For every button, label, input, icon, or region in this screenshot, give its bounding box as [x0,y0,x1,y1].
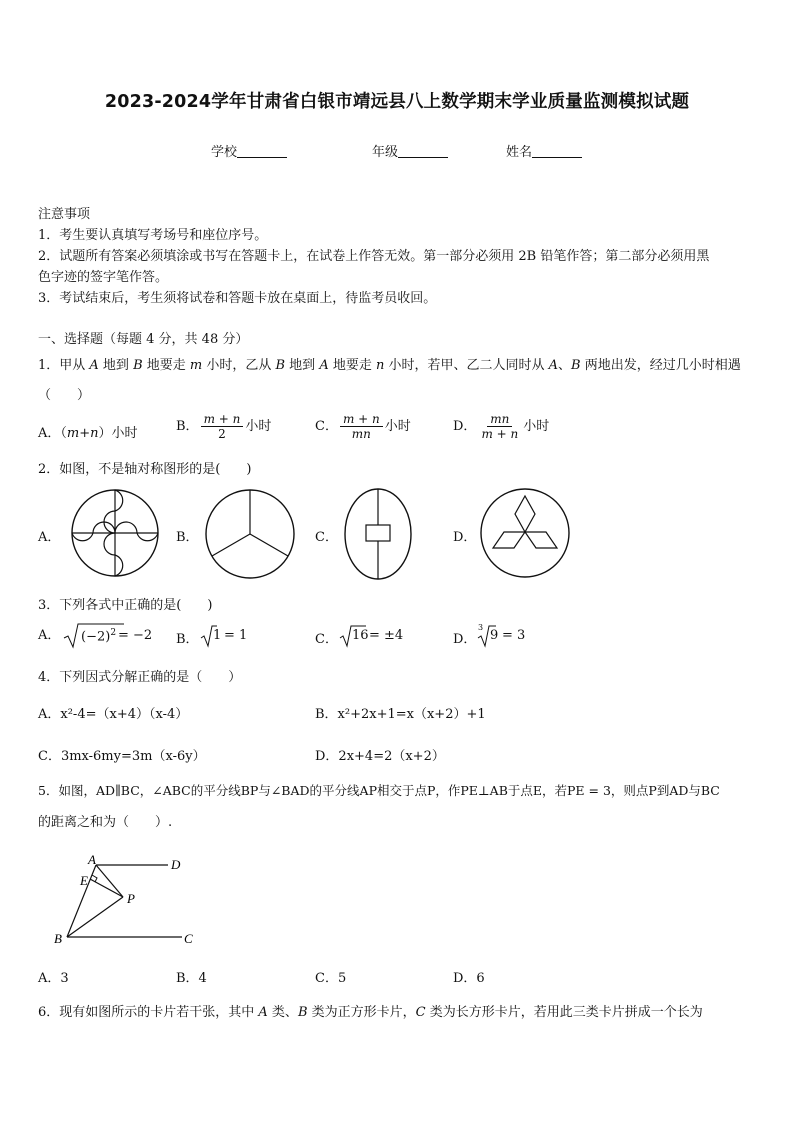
q4-option-c: C．3mx-6my=3m（x-6y） [38,749,206,764]
q4-option-a: A．x²-4=（x+4）（x-4） [38,707,189,722]
q4-option-b: B．x²+2x+1=x（x+2）+1 [315,707,486,722]
circle-rectangle-figure [344,488,412,580]
fraction: $\frac{m + n}{mn}$ [340,412,383,441]
point-a-label: A [88,852,96,867]
pinwheel-figure [70,488,160,578]
note-item: 1．考生要认真填写考场号和座位序号。 [38,228,268,243]
section-heading: 一、选择题（每题 4 分，共 48 分） [38,332,249,347]
q5-stem: 5．如图，AD∥BC，∠ABC的平分线BP与∠BAD的平分线AP相交于点P，作PE⊥AB于点E，若PE = 3，则点P到AD与BC [38,783,720,798]
name-field [506,141,582,160]
q4-option-d: D．2x+4=2（x+2） [315,749,445,764]
fraction: $\frac{mn}{m + n}$ [481,412,519,441]
q1-option-b: B． $\frac{m + n}{2}$ 小时 [176,412,272,441]
page-title: 2023-2024学年甘肃省白银市靖远县八上数学期末学业质量监测模拟试题 [104,92,690,112]
q3-option-a: A． $(-2)^2$ = −2 [38,624,60,650]
q2-label-b: B． [176,530,199,545]
fraction: $\frac{m + n}{2}$ [201,412,244,441]
name-blank [532,145,582,158]
q2-label-c: C． [315,530,338,545]
note-item: 2．试题所有答案必须填涂或书写在答题卡上，在试卷上作答无效。第一部分必须用 2B 铅笔作答；第二部分必须用黑 [38,249,710,264]
q2-stem: 2．如图，不是轴对称图形的是( ) [38,462,252,477]
q3-option-d: D． 3 9 = 3 [453,623,526,647]
q1-stem: 1．甲从 A 地到 B 地要走 m 小时，乙从 B 地到 A 地要走 n 小时，若甲、乙二人同时从 A、B 两地出发，经过几小时相遇 [38,358,741,373]
q1-paren: （ ） [38,388,91,403]
note-item: 3．考试结束后，考生须将试卷和答题卡放在桌面上，待监考员收回。 [38,291,437,306]
q1-option-a: A．（m+n）小时 [38,426,138,441]
q3-option-b: B． 1 = 1 [176,628,199,650]
q5-option-b: B．4 [176,971,207,986]
q6-stem: 6．现有如图所示的卡片若干张，其中 A 类、B 类为正方形卡片，C 类为长方形卡片，若用此三类卡片拼成一个长为 [38,1005,703,1020]
notes-heading: 注意事项 [38,207,91,222]
school-label: 学校 [211,145,238,160]
q5-option-c: C．5 [315,971,347,986]
q5-option-a: A．3 [38,971,69,986]
school-blank [237,145,287,158]
note-item: 色字迹的签字笔作答。 [38,270,169,285]
school-field [211,141,287,160]
point-d-label: D [171,857,181,872]
three-diamonds-figure [480,488,570,578]
q1-option-d: D． $\frac{mn}{m + n}$ 小时 [453,412,550,441]
point-c-label: C [184,931,193,946]
q1-option-c: C． $\frac{m + n}{mn}$ 小时 [315,412,411,441]
point-b-label: B [54,931,62,946]
q3-stem: 3．下列各式中正确的是( ) [38,598,213,613]
grade-label: 年级 [372,145,399,160]
q5-option-d: D．6 [453,971,485,986]
grade-field [372,141,448,160]
q2-label-d: D． [453,530,477,545]
q2-label-a: A． [38,530,61,545]
point-p-label: P [127,891,135,906]
q5-stem-continued: 的距离之和为（ ）. [38,815,173,830]
q3-option-c: C． 16 = ±4 [315,628,338,650]
geometry-figure [50,852,210,948]
q4-stem: 4．下列因式分解正确的是（ ） [38,670,242,685]
grade-blank [398,145,448,158]
three-sector-figure [205,489,295,579]
point-e-label: E [80,873,88,888]
name-label: 姓名 [506,145,533,160]
